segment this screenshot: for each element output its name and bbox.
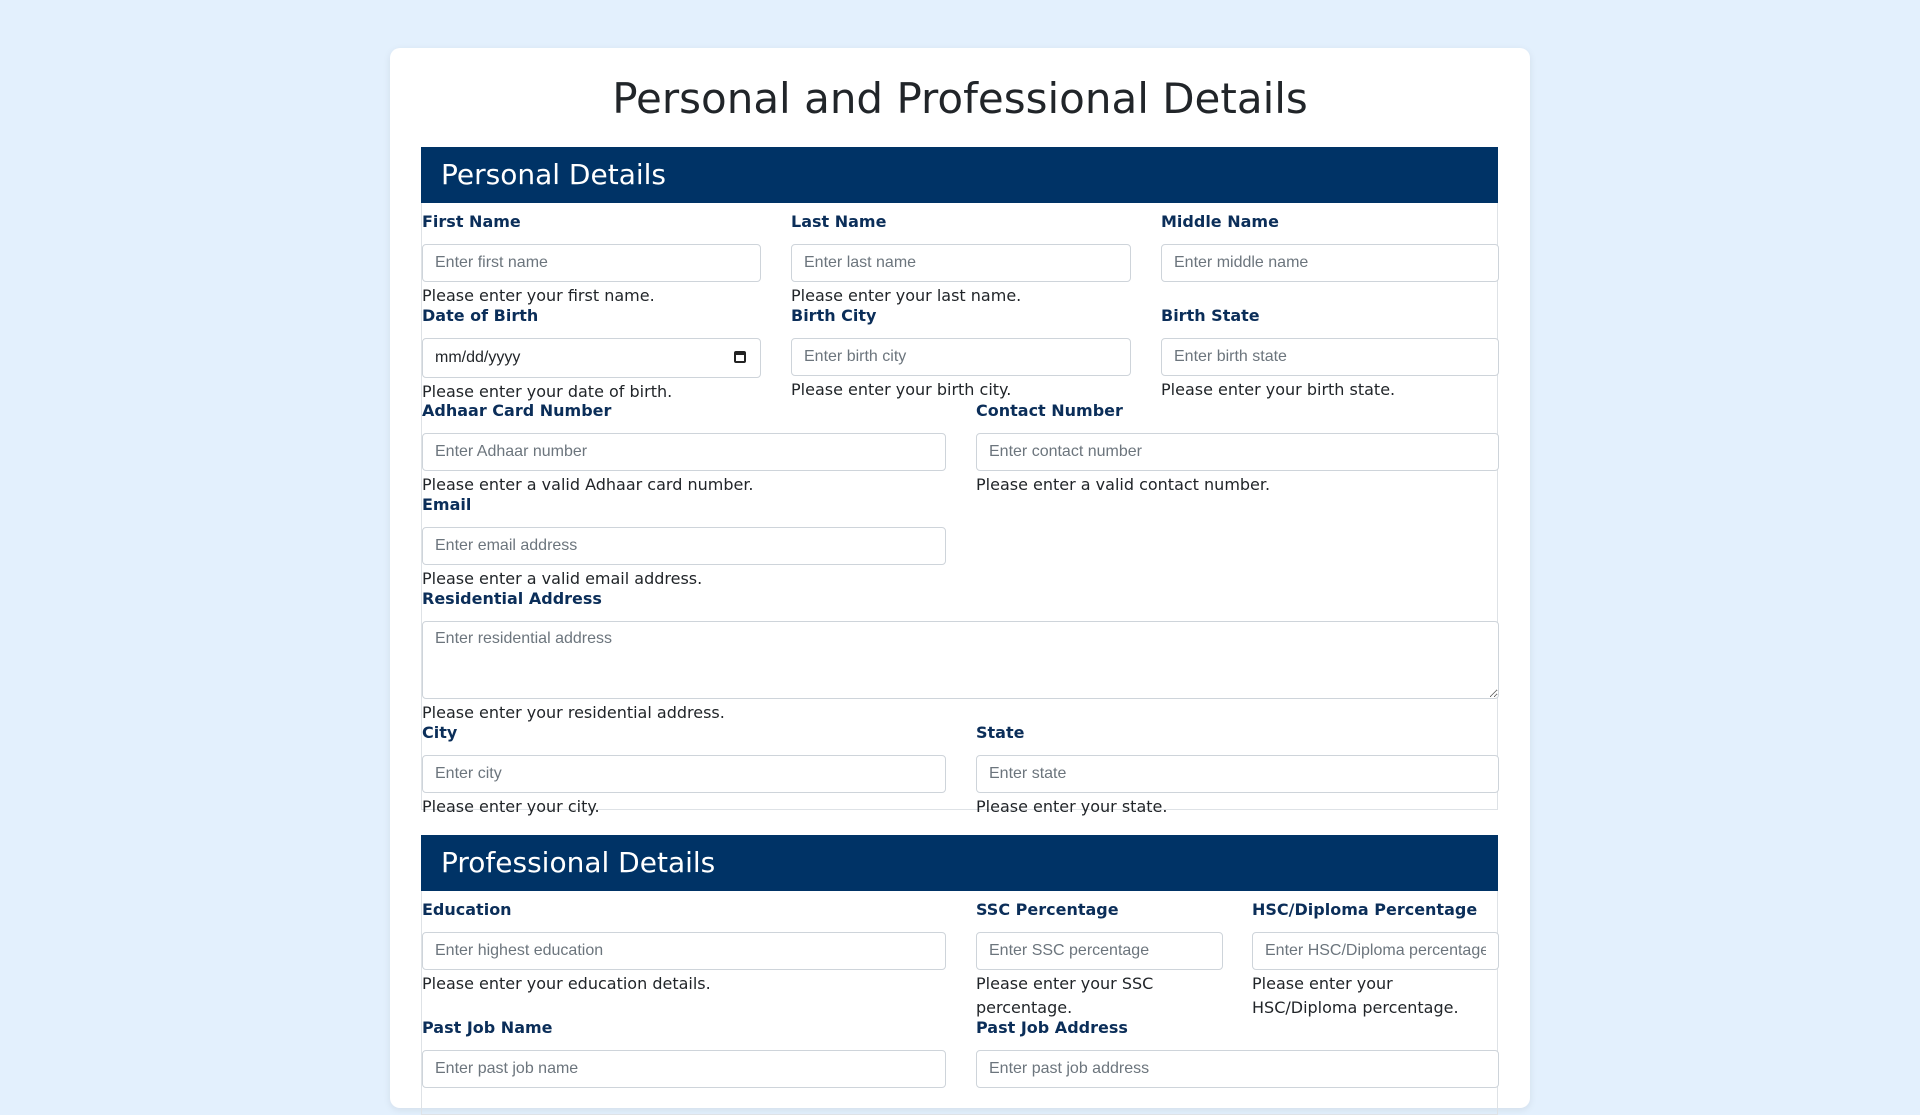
hsc-help: Please enter your HSC/Diploma percentage. — [1252, 974, 1459, 1017]
last-name-help: Please enter your last name. — [791, 286, 1022, 305]
first-name-input[interactable] — [422, 244, 761, 282]
past-job-address-field — [976, 1018, 1499, 1088]
professional-details-header: Professional Details — [421, 835, 1498, 891]
dob-value: mm/dd/yyyy — [435, 349, 521, 366]
contact-input[interactable] — [976, 433, 1499, 471]
state-label: State — [976, 723, 1025, 742]
email-label: Email — [422, 495, 472, 514]
personal-details-header: Personal Details — [421, 147, 1498, 203]
state-help: Please enter your state. — [976, 797, 1168, 816]
middle-name-field — [1161, 212, 1499, 282]
adhaar-help: Please enter a valid Adhaar card number. — [422, 475, 754, 494]
past-job-address-input[interactable] — [976, 1050, 1499, 1088]
middle-name-label: Middle Name — [1161, 212, 1279, 231]
last-name-label: Last Name — [791, 212, 887, 231]
last-name-input[interactable] — [791, 244, 1131, 282]
birth-city-field — [791, 306, 1131, 402]
state-field — [976, 723, 1499, 819]
calendar-icon[interactable] — [734, 351, 746, 363]
birth-state-field — [1161, 306, 1499, 402]
address-label: Residential Address — [422, 589, 602, 608]
email-field — [422, 495, 946, 591]
contact-label: Contact Number — [976, 401, 1123, 420]
birth-city-label: Birth City — [791, 306, 877, 325]
ssc-input[interactable] — [976, 932, 1223, 970]
adhaar-input[interactable] — [422, 433, 946, 471]
birth-state-label: Birth State — [1161, 306, 1260, 325]
contact-field — [976, 401, 1499, 497]
city-field — [422, 723, 946, 819]
middle-name-input[interactable] — [1161, 244, 1499, 282]
dob-field — [422, 306, 761, 404]
education-help: Please enter your education details. — [422, 974, 711, 993]
ssc-label: SSC Percentage — [976, 900, 1119, 919]
education-label: Education — [422, 900, 512, 919]
adhaar-label: Adhaar Card Number — [422, 401, 612, 420]
past-job-name-input[interactable] — [422, 1050, 946, 1088]
birth-city-help: Please enter your birth city. — [791, 380, 1012, 399]
dob-help: Please enter your date of birth. — [422, 382, 673, 401]
past-job-name-field — [422, 1018, 946, 1088]
birth-state-input[interactable] — [1161, 338, 1499, 376]
past-job-address-label: Past Job Address — [976, 1018, 1128, 1037]
contact-help: Please enter a valid contact number. — [976, 475, 1271, 494]
hsc-field — [1252, 900, 1499, 1020]
city-input[interactable] — [422, 755, 946, 793]
email-input[interactable] — [422, 527, 946, 565]
form-card — [390, 48, 1530, 1108]
first-name-field — [422, 212, 761, 308]
city-label: City — [422, 723, 458, 742]
education-field — [422, 900, 946, 996]
personal-details-section — [421, 147, 1498, 816]
ssc-field — [976, 900, 1223, 1020]
email-help: Please enter a valid email address. — [422, 569, 703, 588]
past-job-name-label: Past Job Name — [422, 1018, 553, 1037]
state-input[interactable] — [976, 755, 1499, 793]
hsc-input[interactable] — [1252, 932, 1499, 970]
dob-label: Date of Birth — [422, 306, 539, 325]
address-textarea[interactable] — [422, 621, 1499, 699]
hsc-label: HSC/Diploma Percentage — [1252, 900, 1478, 919]
address-help: Please enter your residential address. — [422, 703, 725, 722]
last-name-field — [791, 212, 1131, 308]
dob-input[interactable] — [422, 338, 761, 378]
birth-city-input[interactable] — [791, 338, 1131, 376]
first-name-label: First Name — [422, 212, 521, 231]
education-input[interactable] — [422, 932, 946, 970]
ssc-help: Please enter your SSC percentage. — [976, 974, 1154, 1017]
adhaar-field — [422, 401, 946, 497]
birth-state-help: Please enter your birth state. — [1161, 380, 1396, 399]
page-title: Personal and Professional Details — [612, 74, 1308, 123]
address-field — [422, 589, 1499, 725]
professional-details-section — [421, 835, 1498, 1115]
first-name-help: Please enter your first name. — [422, 286, 655, 305]
city-help: Please enter your city. — [422, 797, 600, 816]
